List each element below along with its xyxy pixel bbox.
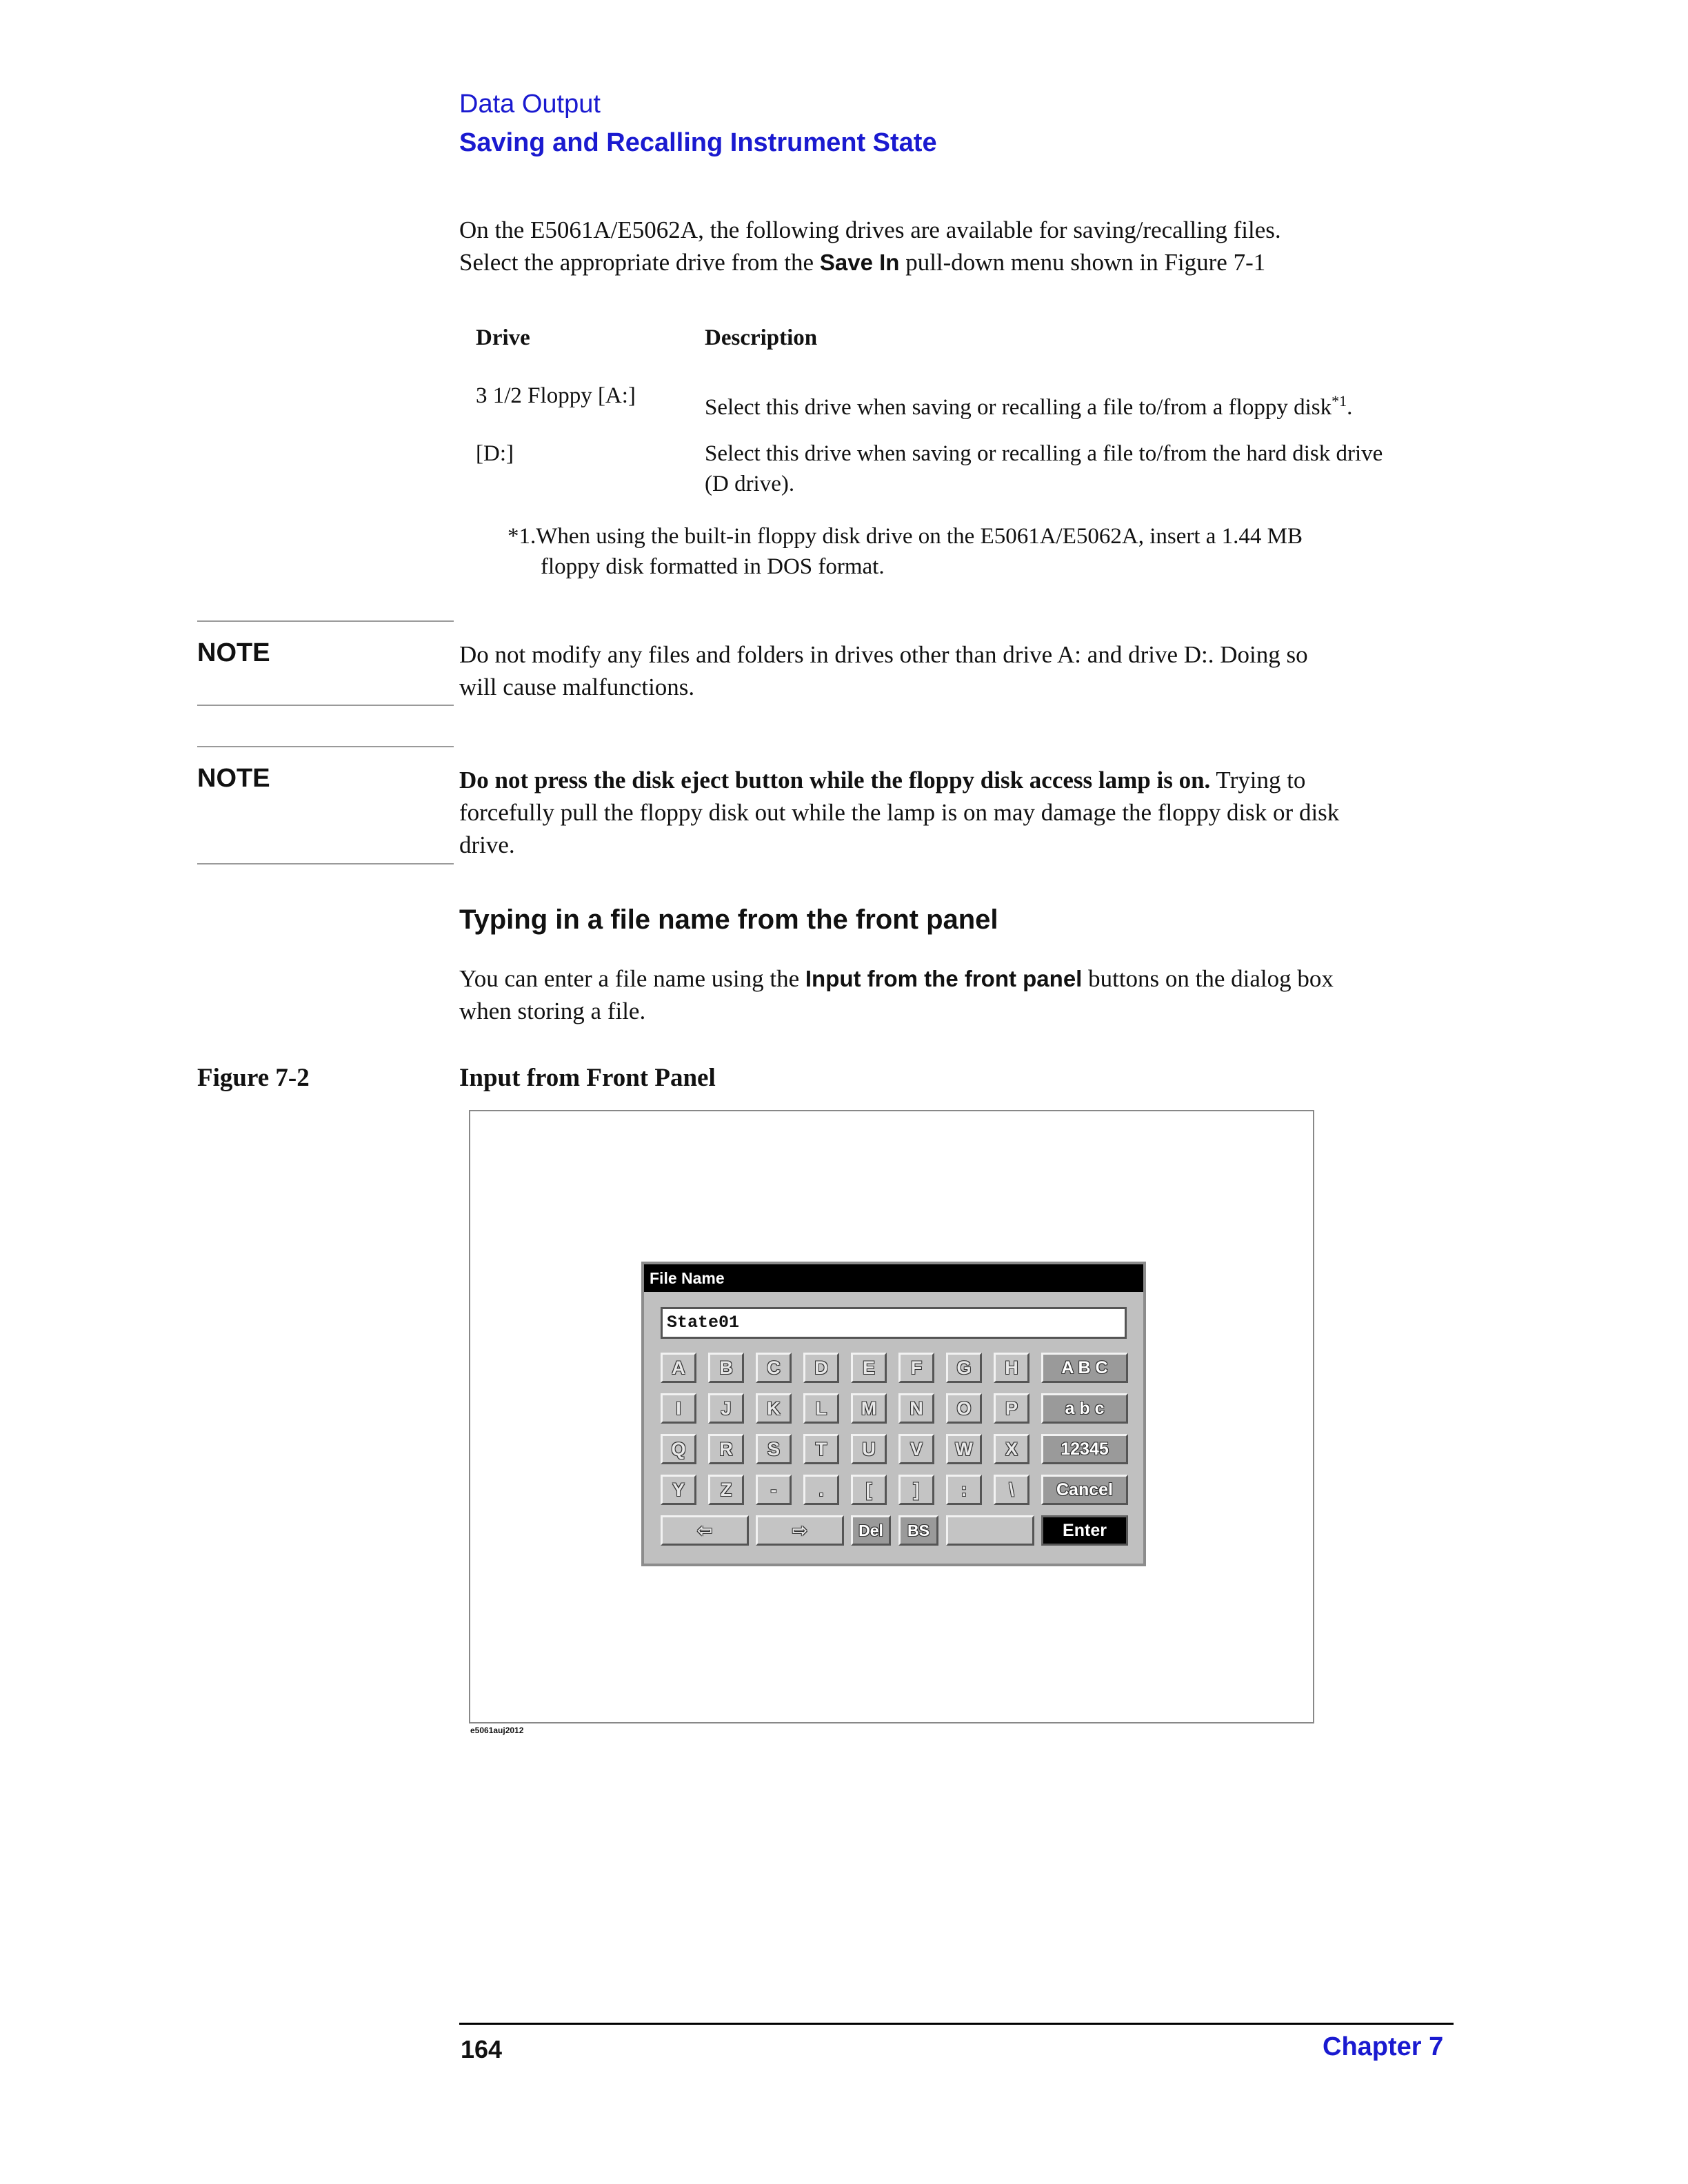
file-name-dialog	[641, 1262, 1146, 1566]
key-z[interactable]: Z	[708, 1475, 744, 1505]
intro-text: Select the appropriate drive from the	[459, 249, 820, 276]
note-label: NOTE	[197, 764, 270, 793]
key-d[interactable]: D	[803, 1353, 839, 1383]
cursor-right-arrow-icon[interactable]: ⇨	[756, 1515, 844, 1546]
key-hyphen[interactable]: -	[756, 1475, 792, 1505]
figure-title: Input from Front Panel	[459, 1064, 716, 1092]
key-l[interactable]: L	[803, 1393, 839, 1424]
key-r[interactable]: R	[708, 1434, 744, 1464]
key-x[interactable]: X	[994, 1434, 1029, 1464]
enter-button[interactable]: Enter	[1041, 1515, 1128, 1546]
key-a[interactable]: A	[661, 1353, 696, 1383]
table-cell-drive: [D:]	[476, 441, 514, 466]
key-period[interactable]: .	[803, 1475, 839, 1505]
table-cell-description	[705, 386, 1463, 423]
typing-paragraph	[459, 962, 1452, 1027]
footnote	[508, 521, 1404, 582]
intro-text: pull-down menu shown in Figure 7-1	[899, 249, 1266, 276]
typing-text: You can enter a file name using the	[459, 965, 805, 992]
note-text	[459, 638, 1452, 703]
note-line	[459, 764, 1452, 796]
page-number: 164	[461, 2035, 503, 2063]
front-panel-term: Input from the front panel	[805, 966, 1083, 991]
footnote-mark: *1.	[508, 524, 536, 549]
key-m[interactable]: M	[851, 1393, 887, 1424]
key-k[interactable]: K	[756, 1393, 792, 1424]
numeric-mode-key[interactable]: 12345	[1041, 1434, 1128, 1464]
note-line-tail: Trying to	[1210, 767, 1306, 793]
section-header: Data Output	[459, 90, 601, 119]
note-text	[459, 764, 1452, 861]
backspace-button[interactable]: BS	[898, 1515, 938, 1546]
key-y[interactable]: Y	[661, 1475, 696, 1505]
note-line: will cause malfunctions.	[459, 674, 695, 700]
key-v[interactable]: V	[898, 1434, 934, 1464]
file-name-input[interactable]: State01	[661, 1307, 1127, 1339]
note-line: drive.	[459, 831, 515, 858]
intro-line-2	[459, 246, 1452, 279]
key-e[interactable]: E	[851, 1353, 887, 1383]
key-backslash[interactable]: \	[994, 1475, 1029, 1505]
key-s[interactable]: S	[756, 1434, 792, 1464]
intro-paragraph	[459, 214, 1452, 279]
footnote-line	[508, 521, 1404, 552]
table-header-description: Description	[705, 325, 818, 350]
key-open-bracket[interactable]: [	[851, 1475, 887, 1505]
key-p[interactable]: P	[994, 1393, 1029, 1424]
uppercase-mode-key[interactable]: A B C	[1041, 1353, 1128, 1383]
key-w[interactable]: W	[946, 1434, 982, 1464]
table-cell-drive: 3 1/2 Floppy [A:]	[476, 383, 636, 408]
description-end: .	[1347, 395, 1353, 420]
save-in-term: Save In	[819, 250, 900, 275]
cursor-left-arrow-icon[interactable]: ⇦	[661, 1515, 749, 1546]
figure-image-id: e5061auj2012	[470, 1726, 524, 1735]
key-h[interactable]: H	[994, 1353, 1029, 1383]
lowercase-mode-key[interactable]: a b c	[1041, 1393, 1128, 1424]
intro-line-1: On the E5061A/E5062A, the following drives are available for saving/recalling files.	[459, 216, 1281, 243]
key-b[interactable]: B	[708, 1353, 744, 1383]
note-rule-top	[197, 746, 454, 747]
key-q[interactable]: Q	[661, 1434, 696, 1464]
figure-label: Figure 7-2	[197, 1064, 310, 1092]
blank-key	[946, 1515, 1034, 1546]
key-n[interactable]: N	[898, 1393, 934, 1424]
table-cell-description	[705, 438, 1463, 499]
key-close-bracket[interactable]: ]	[898, 1475, 934, 1505]
note-bold-warning: Do not press the disk eject button while the floppy disk access lamp is on.	[459, 767, 1211, 793]
delete-button[interactable]: Del	[851, 1515, 891, 1546]
section-heading: Typing in a file name from the front panel	[459, 904, 998, 935]
footnote-text: When using the built-in floppy disk drive on the E5061A/E5062A, insert a 1.44 MB	[536, 524, 1303, 549]
dialog-title: File Name	[644, 1264, 1143, 1292]
typing-line-1	[459, 962, 1452, 995]
note-rule-bottom	[197, 863, 454, 865]
description-text: Select this drive when saving or recalling a file to/from a floppy disk	[705, 395, 1332, 420]
table-header-drive: Drive	[476, 325, 530, 350]
subsection-header: Saving and Recalling Instrument State	[459, 128, 937, 157]
note-label: NOTE	[197, 638, 270, 667]
footer-rule	[459, 2023, 1454, 2025]
cancel-button[interactable]: Cancel	[1041, 1475, 1128, 1505]
key-g[interactable]: G	[946, 1353, 982, 1383]
description-line: (D drive).	[705, 472, 795, 496]
description-line: Select this drive when saving or recalling a file to/from the hard disk drive	[705, 441, 1383, 466]
footnote-ref: *1	[1332, 392, 1347, 410]
note-line: forcefully pull the floppy disk out while the lamp is on may damage the floppy disk or disk	[459, 799, 1340, 826]
key-f[interactable]: F	[898, 1353, 934, 1383]
typing-text: buttons on the dialog box	[1082, 965, 1334, 992]
footnote-line: floppy disk formatted in DOS format.	[541, 554, 885, 579]
key-t[interactable]: T	[803, 1434, 839, 1464]
key-colon[interactable]: :	[946, 1475, 982, 1505]
typing-line-2: when storing a file.	[459, 998, 646, 1024]
key-c[interactable]: C	[756, 1353, 792, 1383]
key-u[interactable]: U	[851, 1434, 887, 1464]
key-j[interactable]: J	[708, 1393, 744, 1424]
chapter-label: Chapter 7	[1323, 2032, 1444, 2061]
key-i[interactable]: I	[661, 1393, 696, 1424]
key-o[interactable]: O	[946, 1393, 982, 1424]
note-line: Do not modify any files and folders in drives other than drive A: and drive D:. Doing so	[459, 641, 1308, 668]
note-rule-bottom	[197, 705, 454, 706]
note-rule-top	[197, 620, 454, 622]
